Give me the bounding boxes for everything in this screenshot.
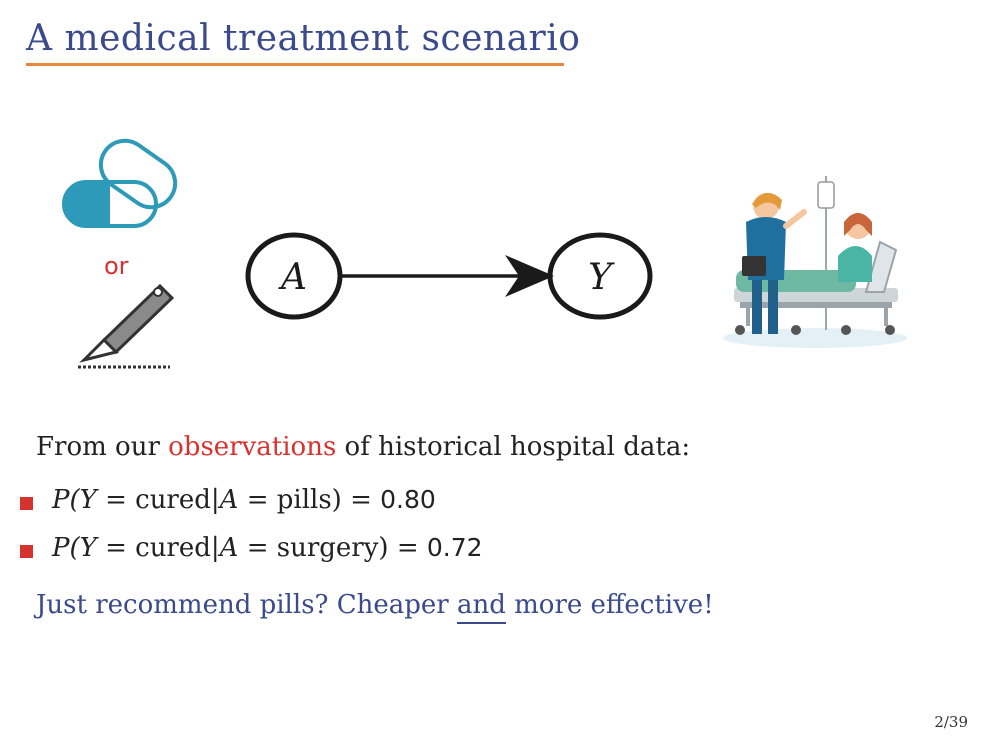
formula-eq1: = cured|	[96, 533, 220, 563]
conclusion-before: Just recommend pills? Cheaper	[36, 590, 457, 620]
page-number: 2/39	[934, 713, 968, 731]
formula-var: Y	[79, 485, 97, 515]
observations-highlight: observations	[168, 432, 337, 462]
formula-lead: P(	[52, 533, 80, 563]
intro-suffix: of historical hospital data:	[336, 432, 691, 462]
or-label: or	[104, 252, 129, 280]
pills-icon	[64, 131, 185, 226]
node-a-label: A	[281, 257, 307, 298]
formula-pills	[52, 485, 436, 515]
node-y-label: Y	[588, 257, 612, 298]
conclusion-underlined: and	[457, 590, 506, 624]
formula-eq2: = surgery) =	[238, 533, 427, 563]
formula-lead: P(	[52, 485, 80, 515]
bullet-marker	[20, 497, 33, 510]
hospital-bed-icon	[723, 176, 907, 348]
intro-prefix: From our	[36, 432, 169, 462]
conclusion-after: more effective!	[505, 590, 714, 620]
bullet-marker	[20, 545, 33, 558]
formula-eq1: = cured|	[96, 485, 220, 515]
formula-eq2: = pills) =	[238, 485, 381, 515]
slide-title: A medical treatment scenario	[26, 18, 581, 59]
formula-var: Y	[79, 533, 97, 563]
formula-value: 0.72	[426, 533, 483, 562]
formula-var2: A	[219, 533, 239, 563]
intro-text	[36, 432, 690, 462]
formula-var2: A	[219, 485, 239, 515]
conclusion-text	[36, 590, 714, 620]
formula-surgery	[52, 533, 483, 563]
scalpel-icon	[78, 286, 172, 367]
formula-value: 0.80	[380, 485, 436, 514]
